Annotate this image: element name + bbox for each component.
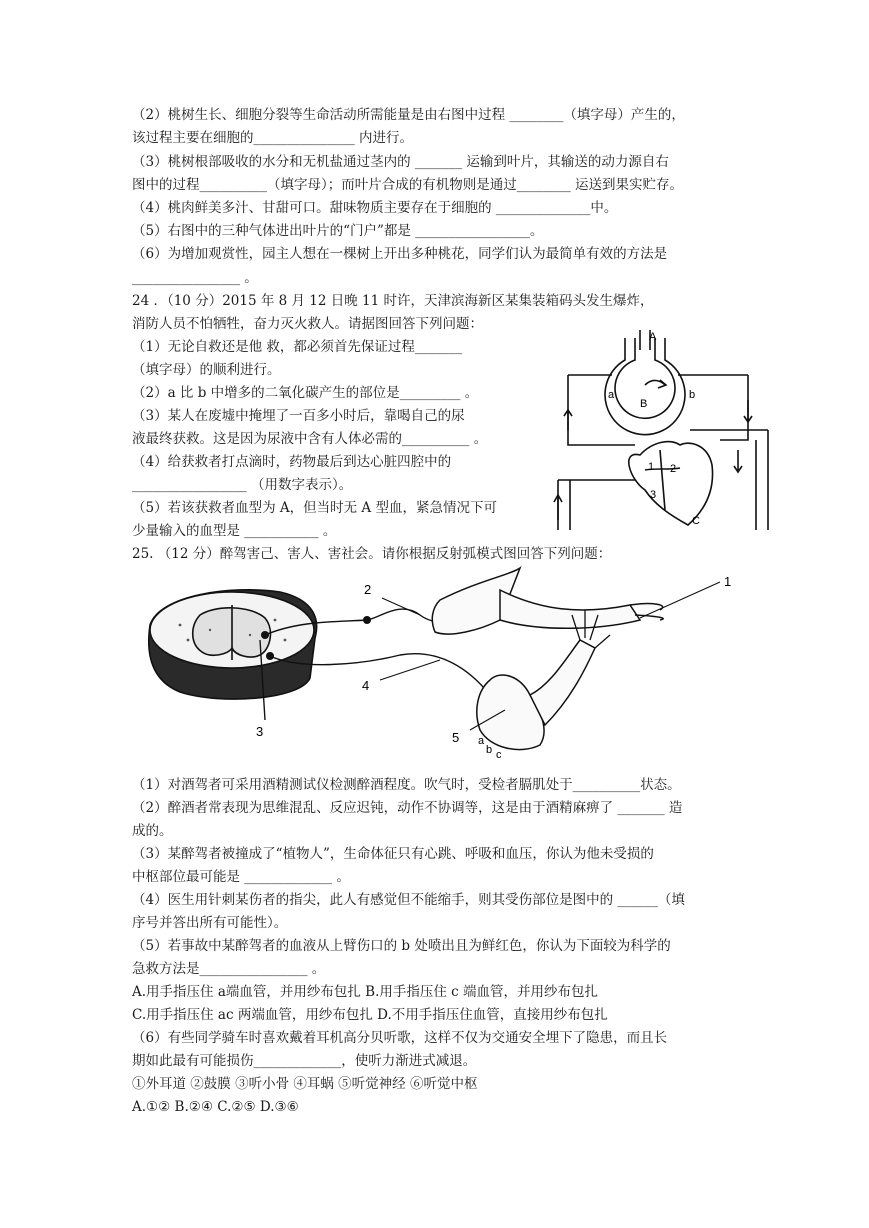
reflex-arc-diagram <box>140 560 750 770</box>
label-3: 3 <box>256 724 264 739</box>
option-line: C.用手指压住 ac 两端血管，用纱布包扎 D.不用手指压住血管，直接用纱布包扎 <box>132 1007 608 1023</box>
text-line: （5）若事故中某醉驾者的血液从上臂伤口的 b 处喷出且为鲜红色，你认为下面较为科学的 <box>132 938 671 954</box>
text-line: 少量输入的血型是 ___________ 。 <box>132 523 337 539</box>
text-line: 图中的过程__________（填字母）；而叶片合成的有机物则是通过________ 运送到果实贮存。 <box>132 177 684 193</box>
text-line: 液最终获救。这是因为尿液中含有人体必需的__________ 。 <box>132 431 488 447</box>
option-line: A.①② B.②④ C.②⑤ D.③⑥ <box>132 1099 299 1115</box>
label-b: b <box>689 389 696 401</box>
label-A: A <box>649 331 657 343</box>
option-line: A.用手指压住 a端血管，并用纱布包扎 B.用手指压住 c 端血管，并用纱布包扎 <box>132 984 599 1000</box>
text-line: （6）有些同学骑车时喜欢戴着耳机高分贝听歌，这样不仅为交通安全埋下了隐患，而且长 <box>132 1030 668 1046</box>
text-line: _________________ （用数字表示）。 <box>132 477 353 493</box>
label-2: 2 <box>670 463 677 475</box>
text-line: （6）为增加观赏性，园主人想在一棵树上开出多种桃花，同学们认为最简单有效的方法是 <box>132 246 668 262</box>
text-line: （3）桃树根部吸收的水分和无机盐通过茎内的 _______ 运输到叶片，其输送的动力源自右 <box>132 154 669 170</box>
text-line: 消防人员不怕牺牲，奋力灭火救人。请据图回答下列问题： <box>132 316 483 332</box>
label-c: c <box>496 749 502 761</box>
question-25-heading: 25. （12 分）醉驾害己、害人、害社会。请你根据反射弧模式图回答下列问题： <box>132 546 612 562</box>
text-line: （2）桃树生长、细胞分裂等生命活动所需能量是由右图中过程 ________（填字母）产生的， <box>132 107 685 123</box>
text-line: 成的。 <box>132 823 173 839</box>
text-line: （4）给获救者打点滴时，药物最后到达心脏四腔中的 <box>132 454 452 470</box>
text-line: （2）a 比 b 中增多的二氧化碳产生的部位是_________ 。 <box>132 385 479 401</box>
text-line: 急救方法是________________ 。 <box>132 961 326 977</box>
text-line: （1）对酒驾者可采用酒精测试仪检测醉酒程度。吹气时，受检者膈肌处于__________状态。 <box>132 777 681 793</box>
label-C: C <box>692 515 700 527</box>
question-24-heading: 24 ．（10 分）2015 年 8 月 12 日晚 11 时许，天津滨海新区某集装箱码头发生爆炸， <box>132 293 654 309</box>
circulation-diagram <box>540 330 776 530</box>
label-1: 1 <box>724 574 732 589</box>
text-line: 序号并答出所有可能性）。 <box>132 915 288 931</box>
label-a: a <box>608 389 615 401</box>
text-line: （4）桃肉鲜美多汁、甘甜可口。甜味物质主要存在于细胞的 ______________中。 <box>132 200 618 216</box>
label-B: B <box>640 398 648 410</box>
text-line: 该过程主要在细胞的_______________ 内进行。 <box>132 130 414 146</box>
text-line: （2）醉酒者常表现为思维混乱、反应迟钝，动作不协调等，这是由于酒精麻痹了 _______ 造 <box>132 800 683 816</box>
label-b: b <box>486 744 493 756</box>
text-line: （4）医生用针刺某伤者的指尖，此人有感觉但不能缩手，则其受伤部位是图中的 ______（填 <box>132 892 685 908</box>
label-5: 5 <box>452 730 460 745</box>
text-line: ________________ 。 <box>132 270 258 286</box>
label-3: 3 <box>650 489 657 501</box>
text-line: 期如此最有可能损伤_____________，使听力渐进式减退。 <box>132 1053 477 1069</box>
text-line: （5）右图中的三种气体进出叶片的“门户”都是 _________________。 <box>132 223 544 239</box>
text-line: （1）无论自救还是他 救，都必须首先保证过程_______ <box>132 339 463 355</box>
label-a: a <box>478 735 485 747</box>
option-line: ①外耳道 ②鼓膜 ③听小骨 ④耳蜗 ⑤听觉神经 ⑥听觉中枢 <box>132 1076 478 1092</box>
label-1: 1 <box>648 461 655 473</box>
text-line: （填字母）的顺利进行。 <box>132 362 281 378</box>
label-2: 2 <box>364 582 372 597</box>
text-line: （5）若该获救者血型为 A，但当时无 A 型血，紧急情况下可 <box>132 500 497 516</box>
label-4: 4 <box>362 678 370 693</box>
text-line: （3）某醉驾者被撞成了“植物人”，生命体征只有心跳、呼吸和血压，你认为他未受损的 <box>132 846 654 862</box>
text-line: 中枢部位最可能是 _____________ 。 <box>132 869 350 885</box>
text-line: （3）某人在废墟中掩埋了一百多小时后，靠喝自己的尿 <box>132 408 465 424</box>
